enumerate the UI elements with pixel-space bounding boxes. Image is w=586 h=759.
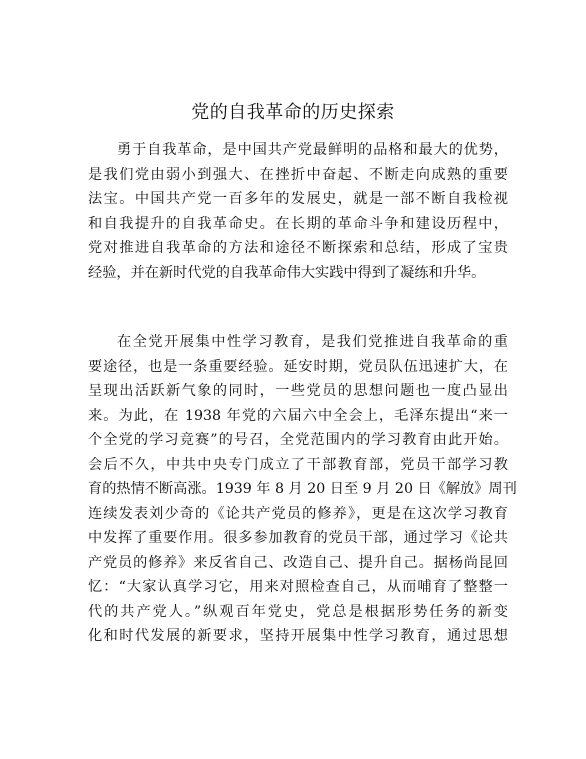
paragraph-line: 法宝。中国共产党一百多年的发展史，就是一部不断自我检视 [88,191,508,207]
paragraph-line: 来。为此，在 1938 年党的六届六中全会上，毛泽东提出“来一 [88,407,508,424]
paragraph-line: 经验，并在新时代党的自我革命伟大实践中得到了凝练和升华。 [88,264,486,281]
paragraph-line: 在全党开展集中性学习教育，是我们党推进自我革命的重 [117,334,508,350]
paragraph-line: 勇于自我革命，是中国共产党最鲜明的品格和最大的优势， [117,142,508,158]
paragraph-line: 产党员的修养》来反省自己、改造自己、提升自己。据杨尚昆回 [88,554,508,571]
paragraph-line: 连续发表刘少奇的《论共产党员的修养》，更是在这次学习教育 [88,505,508,522]
paragraph-line: 个全党的学习竞赛”的号召，全党范围内的学习教育由此开始。 [88,432,508,448]
paragraph-line: 和自我提升的自我革命史。在长期的革命斗争和建设历程中， [88,215,508,232]
paragraph-line: 呈现出活跃新气象的同时，一些党员的思想问题也一度凸显出 [88,383,508,399]
paragraph-line: 忆：“大家认真学习它，用来对照检查自己，从而哺育了整整一 [88,579,508,595]
paragraph-line: 化和时代发展的新要求，坚持开展集中性学习教育，通过思想 [88,628,508,644]
paragraph-1 [88,138,508,285]
paragraph-line: 党对推进自我革命的方法和途径不断探索和总结，形成了宝贵 [88,240,508,256]
paragraph-line: 是我们党由弱小到强大、在挫折中奋起、不断走向成熟的重要 [88,166,508,183]
paragraph-line: 会后不久，中共中央专门成立了干部教育部，党员干部学习教 [88,456,508,473]
paragraph-line: 代的共产党人。”纵观百年党史，党总是根据形势任务的新变 [88,603,508,620]
document-title: 党的自我革命的历史探索 [191,102,395,123]
paragraph-line: 中发挥了重要作用。很多参加教育的党员干部，通过学习《论共 [88,530,508,546]
paragraph-line: 育的热情不断高涨。1939 年 8 月 20 日至 9 月 20 日《解放》周刊 [88,481,517,497]
paragraph-line: 要途径，也是一条重要经验。延安时期，党员队伍迅速扩大，在 [88,358,508,375]
paragraph-2 [88,330,517,649]
